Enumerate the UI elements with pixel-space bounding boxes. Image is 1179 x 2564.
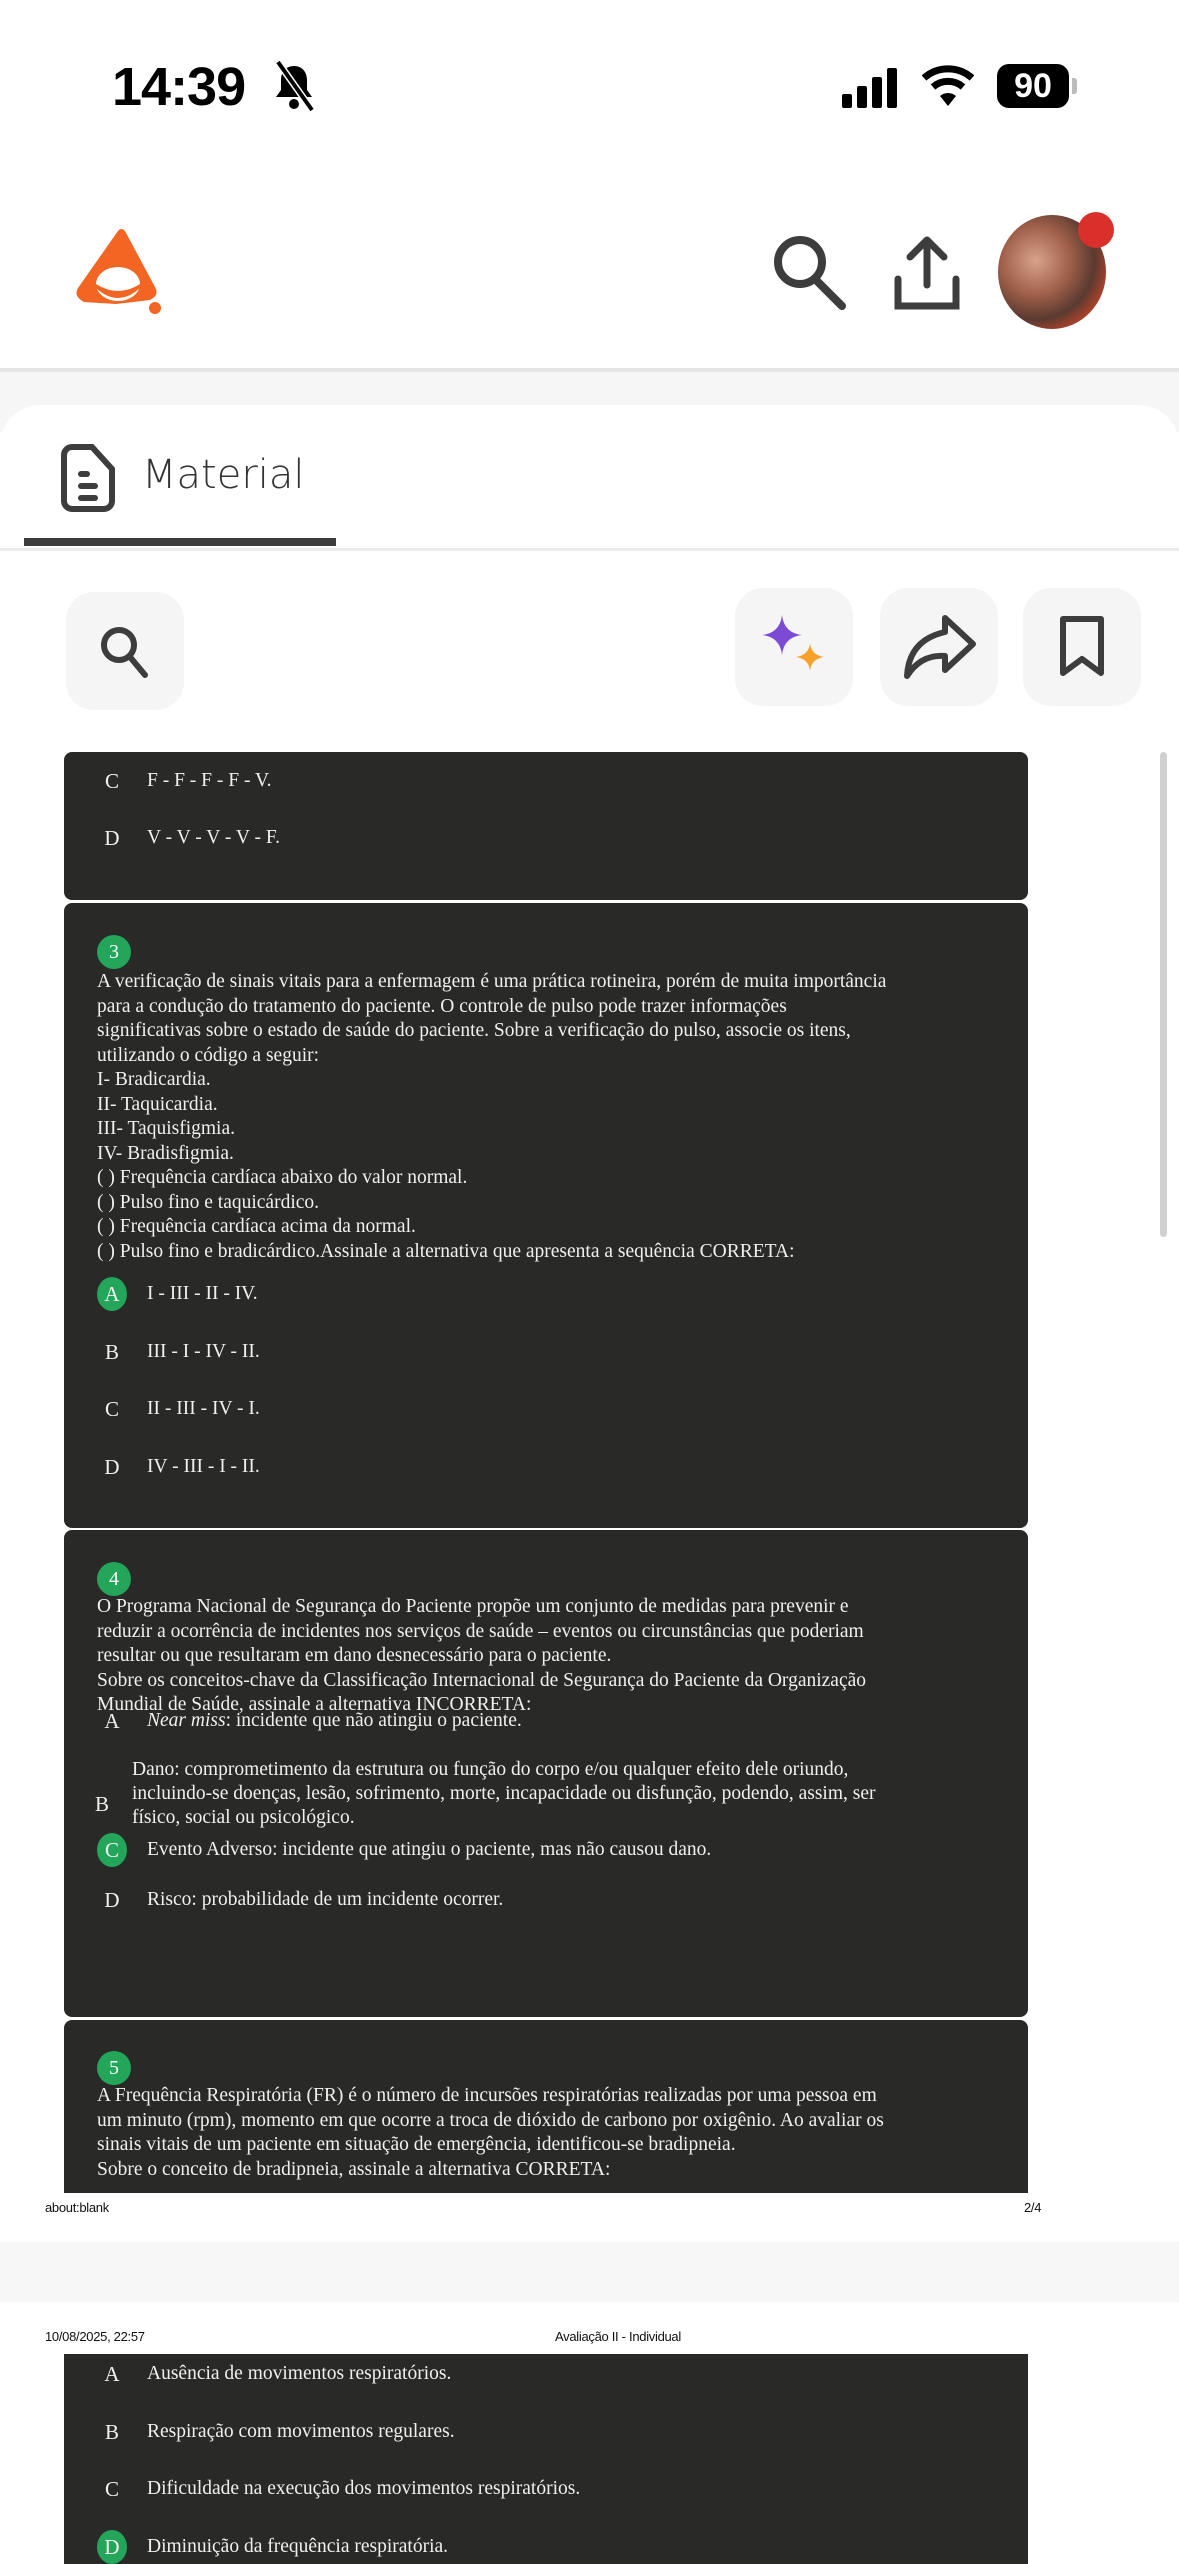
option-letter: B — [104, 2419, 119, 2444]
question-text-line: I- Bradicardia. — [97, 1069, 211, 1090]
option-b-text: Dano: comprometimento da estrutura ou função do corpo e/ou qualquer efeito dele oriundo, — [132, 1759, 849, 1780]
option-text: V - V - V - V - F. — [147, 827, 280, 848]
question-text-line: Sobre o conceito de bradipneia, assinale a alternativa CORRETA: — [97, 2158, 611, 2180]
tab-active-indicator — [24, 538, 336, 546]
question-text-line: Sobre os conceitos-chave da Classificação Internacional de Segurança do Paciente da Organização — [97, 1669, 867, 1691]
ai-assistant-button[interactable] — [735, 588, 853, 706]
question-text-line: II- Taquicardia. — [97, 1093, 218, 1115]
tab-divider — [0, 548, 1179, 551]
option-letter: C — [104, 1397, 119, 1421]
question-text-line: ( ) Pulso fino e bradicárdico.Assinale a alternativa que apresenta a sequência CORRETA: — [97, 1240, 795, 1262]
page-footer-number: 2/4 — [1024, 2200, 1042, 2215]
signal-icon — [842, 68, 904, 108]
option-letter: B — [104, 1339, 119, 1364]
page-header-title: Avaliação II - Individual — [555, 2329, 681, 2344]
option-letter-selected: D — [97, 2530, 127, 2564]
question-text-line: IV- Bradisfigmia. — [97, 1142, 234, 1164]
battery-indicator: 90 — [997, 64, 1069, 108]
question-text-line: sinais vitais de um paciente em situação de emergência, identificou-se bradipneia. — [97, 2134, 736, 2155]
question-text-line: utilizando o código a seguir: — [97, 1044, 320, 1066]
search-icon[interactable] — [772, 232, 850, 310]
scrollbar[interactable] — [1160, 752, 1167, 1237]
option-text: Dificuldade na execução dos movimentos respiratórios. — [147, 2478, 581, 2499]
bookmark-button[interactable] — [1023, 588, 1141, 706]
sparkle-icon — [756, 609, 832, 685]
option-text: I - III - II - IV. — [147, 1283, 258, 1304]
option-b-text: incluindo-se doenças, lesão, sofrimento, morte, incapacidade ou disfunção, podendo, assim, ser — [132, 1783, 876, 1804]
search-icon — [95, 621, 155, 681]
battery-cap — [1072, 78, 1077, 94]
option-letter: A — [104, 1709, 120, 1733]
question-number: 4 — [97, 1562, 131, 1596]
page-footer-url: about:blank — [45, 2200, 109, 2215]
question-text-line: O Programa Nacional de Segurança do Paciente propõe um conjunto de medidas para prevenir e — [97, 1596, 849, 1617]
option-text: Respiração com movimentos regulares. — [147, 2420, 455, 2442]
option-letter-selected: C — [97, 1833, 127, 1867]
option-text: Risco: probabilidade de um incidente ocorrer. — [147, 1889, 504, 1910]
option-text: III - I - IV - II. — [147, 1340, 260, 1362]
term-italic: Near miss — [147, 1710, 226, 1731]
option-letter: D — [104, 1888, 120, 1912]
share-arrow-icon — [901, 612, 977, 682]
document-icon[interactable] — [60, 443, 116, 513]
definition: : incidente que não atingiu o paciente. — [225, 1710, 522, 1731]
option-letter-selected: A — [97, 1277, 127, 1311]
question-text-line: significativas sobre o estado de saúde do paciente. Sobre a verificação do pulso, associe os itens, — [97, 1020, 851, 1041]
question-text-line: para a condução do tratamento do paciente. O controle de pulso pode trazer informações — [97, 995, 787, 1017]
bookmark-icon — [1057, 615, 1107, 679]
option-letter: C — [104, 2477, 119, 2501]
question-text-line: reduzir a ocorrência de incidentes nos serviços de saúde – eventos ou circunstâncias que poderiam — [97, 1620, 864, 1642]
question-text-line: Mundial de Saúde, assinale a alternativa INCORRETA: — [97, 1694, 532, 1715]
option-text: IV - III - I - II. — [147, 1455, 260, 1477]
page-gap — [0, 2242, 1179, 2302]
page-header-date: 10/08/2025, 22:57 — [45, 2329, 145, 2344]
question-text-line: resultar ou que resultaram em dano desnecessário para o paciente. — [97, 1645, 612, 1666]
option-text: Ausência de movimentos respiratórios. — [147, 2363, 452, 2384]
option-letter: B — [94, 1792, 109, 1816]
question-text-line: ( ) Frequência cardíaca acima da normal. — [97, 1216, 416, 1237]
notification-badge — [1078, 212, 1114, 248]
question-number: 3 — [97, 935, 131, 969]
status-time: 14:39 — [112, 57, 246, 117]
question-text-line: um minuto (rpm), momento em que ocorre a troca de dióxido de carbono por oxigênio. Ao avaliar os — [97, 2109, 884, 2131]
question-number: 5 — [97, 2051, 131, 2085]
option-text: Diminuição da frequência respiratória. — [147, 2535, 449, 2557]
question-text-line: ( ) Frequência cardíaca abaixo do valor normal. — [97, 1167, 468, 1188]
silent-bell-icon — [272, 60, 316, 112]
upload-icon[interactable] — [892, 235, 962, 313]
option-letter: C — [104, 769, 119, 793]
wifi-icon — [922, 64, 974, 106]
option-text: II - III - IV - I. — [147, 1398, 260, 1419]
option-letter: D — [104, 1454, 120, 1479]
option-letter: A — [104, 2362, 120, 2386]
app-logo[interactable] — [70, 228, 170, 318]
question-text-line: III- Taquisfigmia. — [97, 1118, 235, 1139]
tab-material[interactable]: Material — [142, 452, 305, 498]
share-button[interactable] — [880, 588, 998, 706]
option-text: F - F - F - F - V. — [147, 770, 272, 791]
question-text-line: A Frequência Respiratória (FR) é o número de incursões respiratórias realizadas por uma pessoa em — [97, 2085, 877, 2106]
question-text-line: ( ) Pulso fino e taquicárdico. — [97, 1191, 320, 1213]
option-text — [147, 1704, 522, 1738]
question-text-line: A verificação de sinais vitais para a enfermagem é uma prática rotineira, porém de muita importância — [97, 971, 887, 992]
option-b-text: físico, social ou psicológico. — [132, 1807, 355, 1828]
document-search-button[interactable] — [66, 592, 184, 710]
option-text: Evento Adverso: incidente que atingiu o paciente, mas não causou dano. — [147, 1839, 712, 1860]
option-letter: D — [104, 826, 120, 850]
